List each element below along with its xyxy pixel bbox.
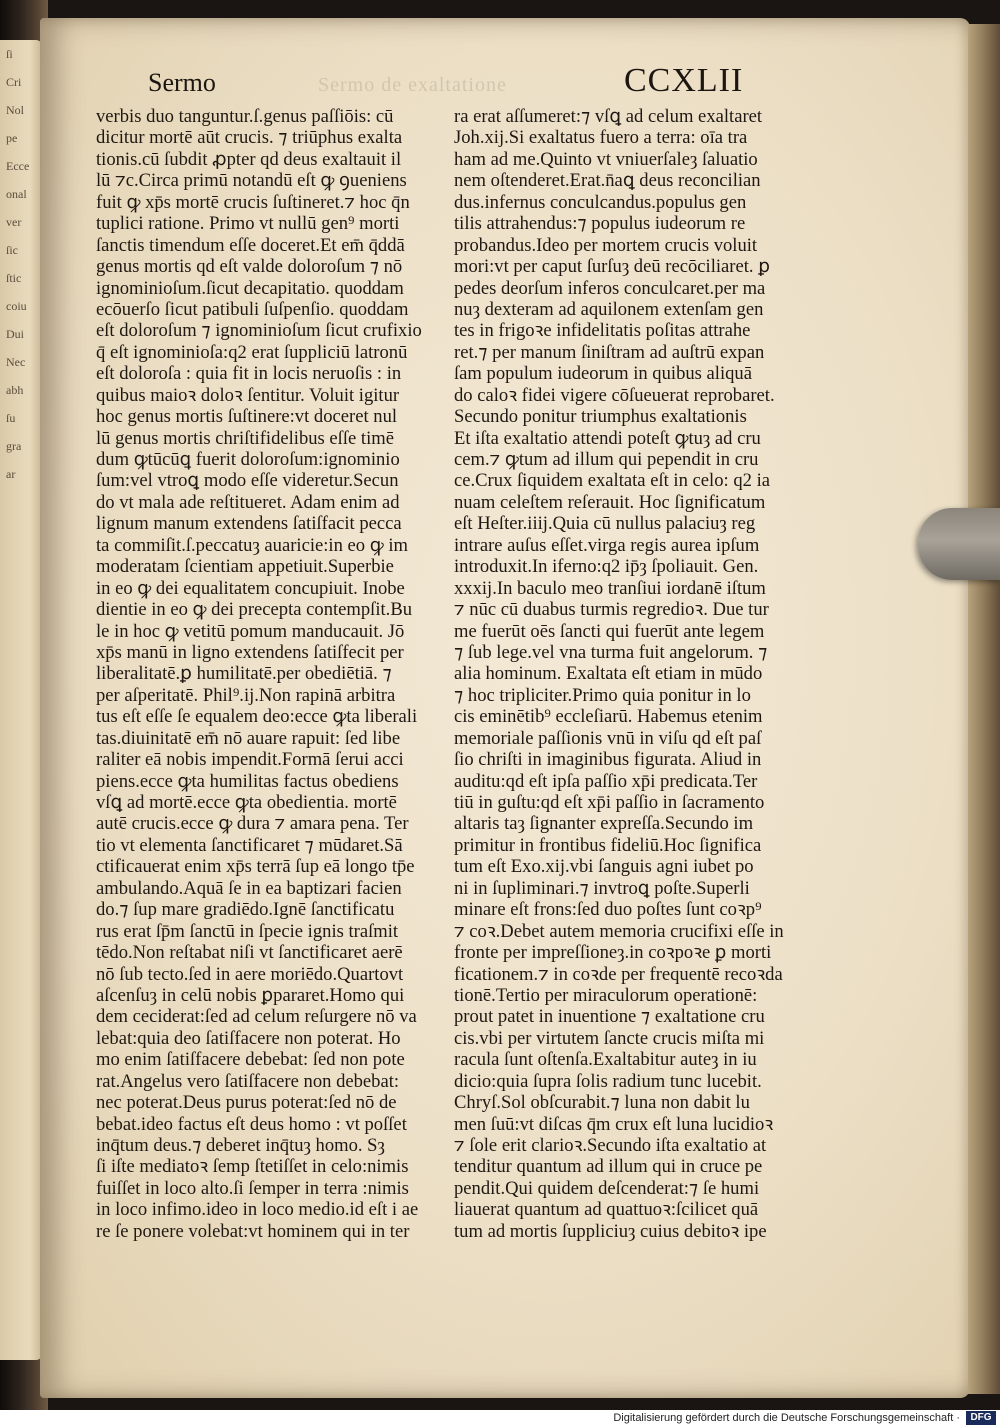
text-line: primitur in frontibus fideliū.Hoc ſignifica	[454, 834, 762, 856]
text-line: Joh.xij.Si exaltatus fuero a terra: oīa tra	[454, 127, 748, 149]
text-line: fuit ꝙ xp̄s mortē crucis ſuſtineret.⁊ hoc q̄n	[96, 191, 410, 213]
text-line: dientie in eo ꝙ dei precepta contempſit.Bu	[96, 599, 413, 621]
text-line: ⁊ ſub lege.vel vna turma fuit angelorum. ⁊	[454, 641, 768, 663]
text-line: eſt Heſter.iiij.Quia cū nullus palaciuȝ reg	[454, 513, 756, 535]
text-line: tio vt elementa ſanctificaret ⁊ mūdaret.Sā	[96, 834, 403, 856]
text-line: tenditur quantum ad illum qui in cruce pe	[454, 1156, 763, 1178]
text-line: ctificauerat enim xp̄s terrā ſup eā longo tp̄e	[96, 856, 415, 878]
facing-page-fragment: ſic	[6, 243, 18, 257]
text-line: tionis.cū ſubdit ꝓpter qd deus exaltauit il	[96, 148, 402, 170]
text-line: do.⁊ ſup mare gradiēdo.Ignē ſanctificatu	[96, 899, 395, 921]
facing-page-fragment: ſu	[6, 411, 16, 425]
text-line: lebat:quia deo ſatiſfacere non poterat. Ho	[96, 1027, 401, 1049]
text-line: ſi iſte mediatoꝛ ſemp ſtetiſſet in celo:nimis	[96, 1156, 409, 1178]
text-line: eſt doloroſum ⁊ ignominioſum ſicut crufixio	[96, 320, 422, 342]
facing-page-fragment: Ecce	[6, 159, 30, 173]
text-line: tionē.Tertio per miraculorum operationē:	[454, 984, 758, 1006]
text-line: xp̄s manū in ligno extendens ſatiſfecit per	[96, 641, 404, 663]
text-line: xxxij.In baculo meo tranſiui iordanē iſtum	[454, 577, 766, 599]
text-line: nuȝ dexteram ad aquilonem extenſam gen	[454, 298, 764, 320]
facing-page-fragment: ſtic	[6, 271, 22, 285]
text-line: fronte per impreſſioneȝ.in coꝛpoꝛe ꝑ morti	[454, 942, 772, 964]
text-line: auditu:qd eſt ipſa paſſio xp̄i predicata.Ter	[454, 770, 758, 792]
facing-page-fragment: Dui	[6, 327, 24, 341]
text-line: tes in frigoꝛe infidelitatis poſitas attrahe	[454, 320, 751, 342]
text-line: nō ſub tecto.ſed in aere moriēdo.Quartovt	[96, 963, 404, 985]
text-line: ecōuerſo ſicut patibuli ſuſpenſio. quoddam	[96, 298, 409, 320]
text-line: tum eſt Exo.xij.vbi ſanguis agni iubet po	[454, 856, 754, 878]
text-line: tas.diuinitatē em̄ nō auare rapuit: ſed libe	[96, 727, 401, 749]
facing-page-fragment: pe	[6, 131, 18, 145]
text-line: vſꝗ ad mortē.ecce ꝙta obedientia. mortē	[96, 792, 397, 813]
text-line: ⁊ nūc cū duabus turmis regredioꝛ. Due tur	[454, 599, 769, 621]
text-line: alia hominum. Exaltata eſt etiam in mūdo	[454, 663, 763, 685]
text-line: men ſuū:vt diſcas q̄m crux eſt luna lucidioꝛ	[454, 1113, 774, 1135]
text-line: inq̄tum deus.⁊ deberet inq̄tuȝ homo. Sȝ	[96, 1135, 385, 1156]
text-line: lignum manum extendens ſatiſfacit pecca	[96, 513, 402, 535]
text-line: ficationem.⁊ in coꝛde per frequentē recoꝛda	[454, 963, 783, 985]
text-line: tuplici ratione. Primo vt nullū gen⁹ morti	[96, 213, 400, 235]
text-line: ſanctis timendum eſſe doceret.Et em̄ q̄ddā	[96, 234, 405, 256]
text-column-left	[96, 106, 442, 1242]
text-line: lū ⁊c.Circa primū notandū eſt ꝙ ꝯueniens	[96, 170, 407, 192]
text-line: tus eſt eſſe ſe equalem deo:ecce ꝙta liberali	[96, 706, 418, 728]
text-line: cis.vbi per virtutem ſancte crucis miſta mi	[454, 1027, 765, 1049]
text-line: minare eſt frons:ſed duo poſtes ſunt coꝛp⁹	[454, 899, 762, 921]
text-line: per aſperitatē. Phil⁹.ij.Non rapinā arbitra	[96, 684, 396, 706]
facing-page-fragment: Nec	[6, 355, 26, 369]
text-line: ra erat aſſumeret:⁊ vſꝗ ad celum exaltaret	[454, 106, 763, 127]
text-line: eſt doloroſa : quia fit in locis neruoſis : in	[96, 363, 402, 385]
funding-notice: Digitalisierung gefördert durch die Deutsche Forschungsgemeinschaft ·	[613, 1412, 960, 1424]
text-line: mori:vt per caput ſurſuȝ deū recōciliaret. ꝑ	[454, 256, 771, 278]
text-line: ⁊ ſole erit clarioꝛ.Secundo iſta exaltatio at	[454, 1135, 767, 1156]
facing-page-fragment: gra	[6, 439, 22, 453]
text-line: dus.infernus conculcandus.populus gen	[454, 191, 747, 213]
text-line: mo enim ſatiſfacere debebat: ſed non pote	[96, 1049, 405, 1071]
text-line: liauerat quantum ad quattuoꝛ:ſcilicet quā	[454, 1199, 759, 1221]
text-line: fuiſſet in loco alto.ſi ſemper in terra :nimis	[96, 1177, 409, 1199]
text-line: genus mortis qd eſt valde doloroſum ⁊ nō	[96, 256, 403, 278]
text-line: verbis duo tanguntur.ſ.genus paſſiōis: cū	[96, 106, 394, 127]
text-line: probandus.Ideo per mortem crucis voluit	[454, 234, 758, 256]
text-line: ta commiſit.ſ.peccatuȝ auaricie:in eo ꝙ im	[96, 534, 408, 556]
text-line: piens.ecce ꝙta humilitas factus obediens	[96, 770, 399, 792]
facing-page-fragment: onal	[6, 187, 27, 201]
text-line: ſam populum iudeorum in quibus aliquā	[454, 363, 752, 385]
text-line: pedes deorſum inferos conculcaret.per ma	[454, 277, 766, 299]
text-line: me fuerūt oēs ſancti qui fuerūt ante legem	[454, 620, 765, 642]
dfg-logo: DFG	[966, 1411, 996, 1425]
text-line: introduxit.In iferno:q2 ip̄ȝ ſpoliauit. Gen.	[454, 556, 759, 578]
text-line: dicitur mortē aūt crucis. ⁊ triūphus exalta	[96, 127, 403, 149]
text-line: tilis attrahendus:⁊ populus iudeorum re	[454, 213, 746, 235]
text-line: moderatam ſcientiam appetiuit.Superbie	[96, 556, 394, 578]
text-line: dum ꝙtūcūꝗ fuerit doloroſum:ignominio	[96, 449, 400, 470]
text-line: dem ceciderat:ſed ad celum reſurgere nō va	[96, 1006, 417, 1028]
page-clip	[918, 508, 1000, 580]
text-line: intrare auſus eſſet.virga regis aurea ipſum	[454, 534, 760, 556]
text-line: do vt mala ade reſtitueret. Adam enim ad	[96, 491, 400, 513]
text-line: liberalitatē.ꝑ humilitatē.per obediētiā. ⁊	[96, 663, 392, 685]
facing-page-fragment: Cri	[6, 75, 22, 89]
text-line: racula ſunt oſtenſa.Exaltabitur auteȝ in iu	[454, 1049, 757, 1071]
text-line: aſcenſuȝ in celū nobis ꝑpararet.Homo qui	[96, 984, 405, 1006]
text-line: Et iſta exaltatio attendi poteſt ꝙtuȝ ad cru	[454, 427, 761, 449]
facing-page-strip	[0, 40, 42, 1360]
text-line: nuam celeſtem reſerauit. Hoc ſignificatum	[454, 491, 766, 513]
text-line: Secundo ponitur triumphus exaltationis	[454, 406, 747, 428]
facing-page-fragment: abh	[6, 383, 24, 397]
facing-page-fragments	[0, 40, 42, 488]
text-line: ni in ſupliminari.⁊ invtroꝗ poſte.Superli	[454, 877, 750, 899]
text-line: nem oſtenderet.Erat.n̄aꝗ deus reconcilian	[454, 170, 761, 192]
text-line: lū genus mortis chriſtifidelibus eſſe timē	[96, 427, 394, 449]
text-line: memoriale paſſionis vnū in viſu qd eſt paſ	[454, 727, 762, 749]
text-line: ret.⁊ per manum ſiniſtram ad auſtrū expan	[454, 341, 765, 363]
facing-page-fragment: Nol	[6, 103, 24, 117]
text-line: quibus maioꝛ doloꝛ ſentitur. Voluit igitur	[96, 384, 400, 406]
text-line: cis eminētib⁹ eccleſiarū. Habemus etenim	[454, 706, 763, 728]
facing-page-fragment: coiu	[6, 299, 27, 313]
text-line: ſum:vel vtroꝗ modo eſſe videretur.Secun	[96, 470, 399, 492]
text-line: ⁊ coꝛ.Debet autem memoria crucifixi eſſe in	[454, 920, 784, 942]
text-line: in eo ꝙ dei equalitatem concupiuit. Inobe	[96, 577, 405, 599]
text-line: prout patet in inuentione ⁊ exaltatione cru	[454, 1006, 765, 1028]
folio-number: CCXLII	[624, 62, 744, 99]
text-line: rus erat ſp̄m ſanctū in ſpecie ignis traſmit	[96, 920, 399, 942]
text-line: ⁊ hoc tripliciter.Primo quia ponitur in lo	[454, 684, 751, 706]
book-right-edge	[968, 24, 1000, 1394]
text-line: Chryſ.Sol obſcurabit.⁊ luna non dabit lu	[454, 1092, 750, 1114]
text-line: ambulando.Aquā ſe in ea baptizari facien	[96, 877, 402, 899]
text-line: ham ad me.Quinto vt vniuerſaleȝ ſaluatio	[454, 148, 758, 170]
text-line: rat.Angelus vero ſatiſfacere non debebat:	[96, 1070, 400, 1092]
facing-page-fragment: ver	[6, 215, 22, 229]
text-line: altaris taȝ ſignanter expreſſa.Secundo im	[454, 813, 754, 835]
text-line: hoc genus mortis ſuſtinere:vt doceret nul	[96, 406, 398, 428]
text-line: do caloꝛ fidei vigere cōſueuerat reprobaret.	[454, 384, 775, 406]
text-line: autē crucis.ecce ꝙ dura ⁊ amara pena. Ter	[96, 813, 409, 835]
text-line: cem.⁊ ꝙtum ad illum qui pependit in cru	[454, 449, 759, 470]
text-line: re ſe ponere volebat:vt hominem qui in ter	[96, 1220, 410, 1242]
text-line: dicio:quia ſupra ſolis radium tunc lucebit.	[454, 1070, 762, 1092]
text-line: ce.Crux ſiquidem exaltata eſt in celo: q2 ia	[454, 470, 770, 492]
text-line: ſio chriſti in imaginibus figurata. Aliud in	[454, 749, 762, 771]
running-header-left: Sermo	[148, 68, 216, 97]
text-line: ignominioſum.ſicut decapitatio. quoddam	[96, 277, 404, 299]
text-line: tēdo.Non reſtabat niſi vt ſanctificaret aerē	[96, 942, 403, 964]
text-line: in loco infimo.ideo in loco medio.id eſt i ae	[96, 1199, 419, 1221]
text-line: q̄ eſt ignominioſa:q2 erat ſuppliciū latronū	[96, 341, 408, 363]
text-line: tiū in guſtu:qd eſt xp̄i paſſio in ſacramento	[454, 792, 765, 813]
text-column-right	[454, 106, 800, 1242]
text-line: pendit.Qui quidem deſcenderat:⁊ ſe humi	[454, 1177, 760, 1199]
facing-page-fragment: ar	[6, 467, 16, 481]
facing-page-fragment: ſi	[6, 47, 13, 61]
text-line: le in hoc ꝙ vetitū pomum manducauit. Jō	[96, 620, 405, 642]
text-line: raliter eā nobis impendit.Formā ſerui acci	[96, 749, 404, 771]
text-line: bebat.ideo factus eſt deus homo : vt poſſet	[96, 1113, 407, 1135]
show-through-header: Sermo de exaltatione	[318, 74, 507, 96]
text-line: tum ad mortis ſuppliciuȝ cuius debitoꝛ ipe	[454, 1220, 767, 1242]
text-line: nec poterat.Deus purus poterat:ſed nō de	[96, 1092, 397, 1114]
